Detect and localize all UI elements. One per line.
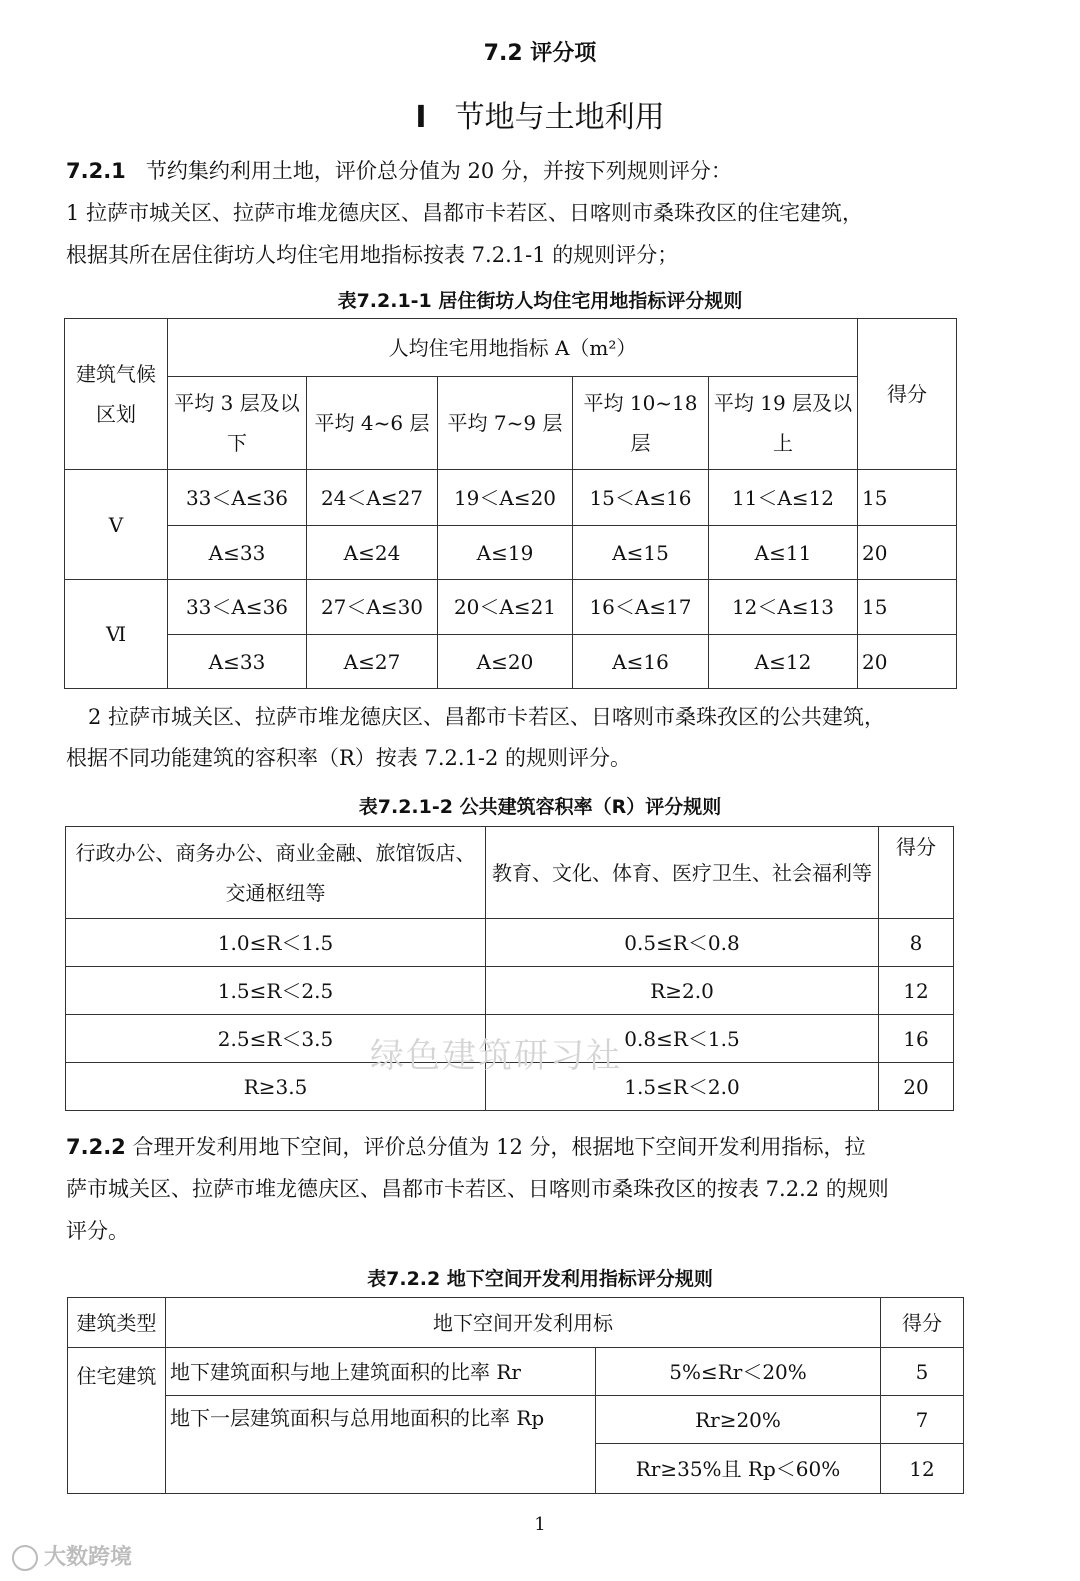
th-col: 平均 7~9 层 [438, 377, 573, 470]
cell: A≤15 [573, 526, 709, 580]
section-title: 7.2 评分项 [483, 41, 597, 66]
cell: R≥3.5 [66, 1063, 486, 1111]
cell: A≤33 [168, 526, 307, 580]
clause-number: 7.2.2 [66, 1135, 126, 1159]
watermark: 绿色建筑研习社 [370, 1036, 622, 1076]
table-row [65, 580, 957, 635]
cell: A≤16 [573, 635, 709, 689]
score-cell: 7 [881, 1396, 964, 1444]
item-2-line-2: 根据不同功能建筑的容积率（R）按表 7.2.1-2 的规则评分。 [66, 746, 632, 770]
th-admin-commercial: 行政办公、商务办公、商业金融、旅馆饭店、交通枢纽等 [66, 827, 486, 919]
th-indicator-group: 人均住宅用地指标 A（m²） [168, 319, 858, 377]
cell: 11＜A≤12 [709, 470, 858, 526]
item-1-line-2: 根据其所在居住街坊人均住宅用地指标按表 7.2.1-1 的规则评分； [66, 243, 679, 267]
table-row [68, 1396, 964, 1444]
score-cell: 20 [879, 1063, 954, 1111]
score-cell: 20 [858, 526, 957, 580]
score-cell: 8 [879, 919, 954, 967]
th-col: 平均 3 层及以下 [168, 377, 307, 470]
cell: 16＜A≤17 [573, 580, 709, 635]
th-education-culture: 教育、文化、体育、医疗卫生、社会福利等 [486, 827, 879, 919]
th-score: 得分 [858, 319, 957, 470]
score-cell: 5 [881, 1348, 964, 1396]
zone-cell: Ⅴ [65, 470, 168, 580]
table2-caption: 表7.2.1-2 公共建筑容积率（R）评分规则 [358, 796, 722, 818]
table-row [65, 635, 957, 689]
th-col: 平均 19 层及以上 [709, 377, 858, 470]
score-cell: 20 [858, 635, 957, 689]
cell: 1.5≤R＜2.0 [486, 1063, 879, 1111]
table1-caption: 表7.2.1-1 居住街坊人均住宅用地指标评分规则 [337, 290, 743, 312]
cell: 5%≤Rr＜20% [596, 1348, 881, 1396]
cell: 1.0≤R＜1.5 [66, 919, 486, 967]
score-cell: 15 [858, 470, 957, 526]
cell: 24＜A≤27 [307, 470, 438, 526]
table-row [66, 919, 954, 967]
th-score: 得分 [879, 827, 954, 919]
cell: A≤11 [709, 526, 858, 580]
score-cell: 12 [879, 967, 954, 1015]
zone-cell: Ⅵ [65, 580, 168, 689]
table1 [64, 318, 957, 689]
page-number: 1 [534, 1514, 546, 1535]
th-score: 得分 [881, 1298, 964, 1348]
clause-number: 7.2.1 [66, 159, 126, 183]
cell: A≤19 [438, 526, 573, 580]
cell: 20＜A≤21 [438, 580, 573, 635]
table-row [66, 967, 954, 1015]
cell: 1.5≤R＜2.5 [66, 967, 486, 1015]
chapter-number: Ⅰ [415, 100, 427, 135]
cell: 33＜A≤36 [168, 470, 307, 526]
cell: 0.5≤R＜0.8 [486, 919, 879, 967]
th-building-type: 建筑类型 [68, 1298, 166, 1348]
footer-brand-text: 大数跨境 [44, 1545, 133, 1570]
cell: A≤20 [438, 635, 573, 689]
table3 [67, 1297, 964, 1494]
cell: R≥2.0 [486, 967, 879, 1015]
cell: 15＜A≤16 [573, 470, 709, 526]
metric-rr: 地下建筑面积与地上建筑面积的比率 Rr [166, 1348, 596, 1396]
table-row [65, 470, 957, 526]
clause-7-2-1 [66, 150, 1026, 192]
score-cell: 15 [858, 580, 957, 635]
th-indicator: 地下空间开发利用标 [166, 1298, 881, 1348]
table-row [68, 1348, 964, 1396]
chapter-title [0, 92, 1080, 136]
item-1-line-1: 1 拉萨市城关区、拉萨市堆龙德庆区、昌都市卡若区、日喀则市桑珠孜区的住宅建筑， [66, 201, 864, 225]
cell: 0.8≤R＜1.5 [486, 1015, 879, 1063]
cell: A≤33 [168, 635, 307, 689]
th-col: 平均 10~18 层 [573, 377, 709, 470]
cell: A≤12 [709, 635, 858, 689]
cell: Rr≥20% [596, 1396, 881, 1444]
building-type-cell: 住宅建筑 [68, 1348, 166, 1494]
table-row [65, 526, 957, 580]
metric-rp: 地下一层建筑面积与总用地面积的比率 Rp [166, 1396, 596, 1494]
chapter-name: 节地与土地利用 [454, 100, 665, 135]
cell: Rr≥35%且 Rp＜60% [596, 1444, 881, 1494]
th-col: 平均 4~6 层 [307, 377, 438, 470]
cell: 19＜A≤20 [438, 470, 573, 526]
brand-logo-icon [12, 1545, 38, 1571]
clause-7-2-2-line-2: 萨市城关区、拉萨市堆龙德庆区、昌都市卡若区、日喀则市桑珠孜区的按表 7.2.2 的规则 [66, 1177, 889, 1201]
clause-7-2-2 [66, 1126, 1026, 1168]
score-cell: 16 [879, 1015, 954, 1063]
clause-text: 合理开发利用地下空间，评价总分值为 12 分，根据地下空间开发利用指标，拉 [132, 1135, 866, 1159]
clause-7-2-2-line-3: 评分。 [66, 1219, 129, 1243]
cell: 2.5≤R＜3.5 [66, 1015, 486, 1063]
th-zone: 建筑气候区划 [65, 319, 168, 470]
cell: 27＜A≤30 [307, 580, 438, 635]
item-2-line-1: 2 拉萨市城关区、拉萨市堆龙德庆区、昌都市卡若区、日喀则市桑珠孜区的公共建筑， [88, 705, 886, 729]
cell: 12＜A≤13 [709, 580, 858, 635]
clause-text: 节约集约利用土地，评价总分值为 20 分，并按下列规则评分： [145, 159, 732, 183]
footer-brand [12, 1540, 132, 1571]
score-cell: 12 [881, 1444, 964, 1494]
cell: A≤24 [307, 526, 438, 580]
table3-caption: 表7.2.2 地下空间开发利用指标评分规则 [367, 1268, 713, 1290]
cell: 33＜A≤36 [168, 580, 307, 635]
cell: A≤27 [307, 635, 438, 689]
